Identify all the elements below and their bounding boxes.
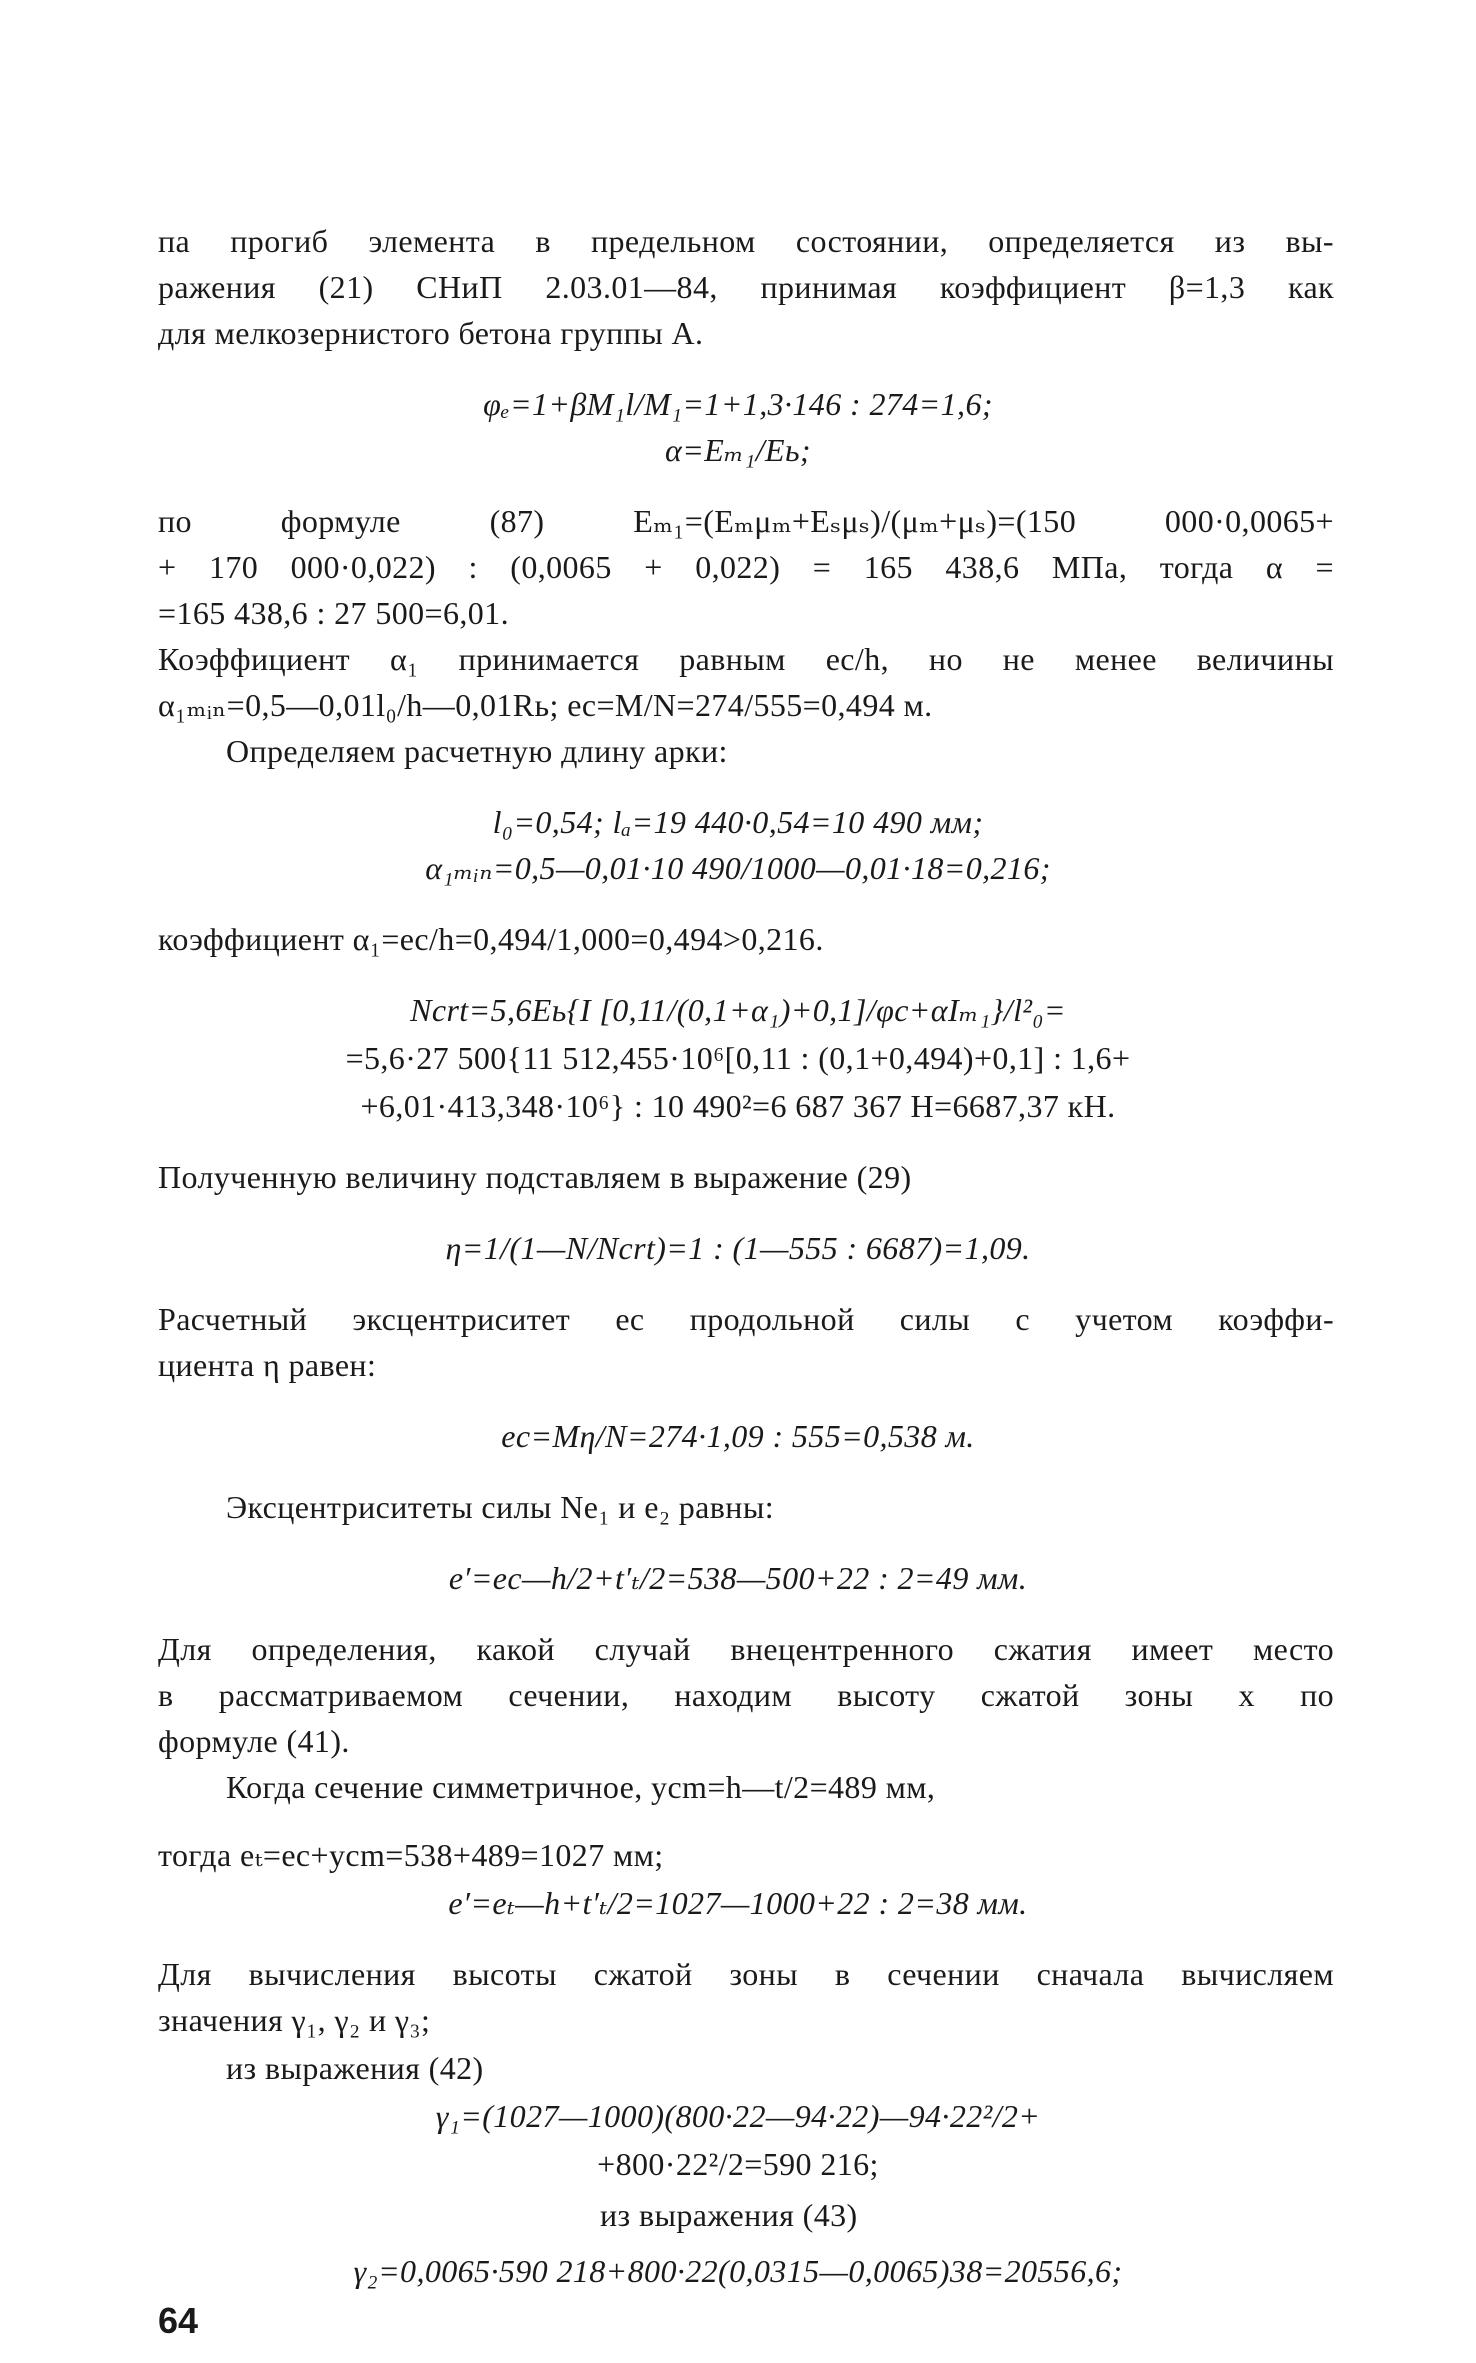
formula-line: eс=Mη/N=274·1,09 : 555=0,538 м. (501, 1418, 975, 1454)
text-line: Эксцентриситеты силы Ne₁ и e₂ равны: (226, 1489, 775, 1525)
formula-line: Ncrt=5,6Eь{I [0,11/(0,1+α₁)+0,1]/φс+αIₘ₁}/l²₀= (410, 992, 1066, 1028)
text-line: в рассматриваемом сечении, находим высоту сжатой зоны x по (158, 1677, 1334, 1713)
text-line: ражения (21) СНиП 2.03.01—84, принимая коэффициент β=1,3 как (158, 269, 1334, 305)
formula-line: γ₂=0,0065·590 218+800·22(0,0315—0,0065)38=20556,6; (353, 2253, 1123, 2289)
text-line: циента η равен: (158, 1347, 377, 1383)
text-line: по формуле (87) Eₘ₁=(Eₘμₘ+Eₛμₛ)/(μₘ+μₛ)=(150 000·0,0065+ (158, 503, 1334, 539)
text-line: α₁ₘᵢₙ=0,5—0,01l₀/h—0,01Rь; eс=M/N=274/555=0,494 м. (158, 687, 933, 723)
text-line: =165 438,6 : 27 500=6,01. (158, 595, 509, 631)
text-line: Для определения, какой случай внецентренного сжатия имеет место (158, 1631, 1334, 1667)
formula-line: +800·22²/2=590 216; (597, 2146, 879, 2182)
text-line: для мелкозернистого бетона группы А. (158, 315, 704, 351)
formula-line: γ₁=(1027—1000)(800·22—94·22)—94·22²/2+ (435, 2098, 1041, 2134)
text-line: Для вычисления высоты сжатой зоны в сечении сначала вычисляем (158, 1956, 1334, 1992)
text-line: Полученную величину подставляем в выражение (29) (158, 1159, 912, 1195)
page-number: 64 (158, 2300, 199, 2341)
formula-line: α=Eₘ₁/Eь; (665, 432, 811, 468)
formula-line: e′=eₜ—h+t′ₜ/2=1027—1000+22 : 2=38 мм. (448, 1885, 1028, 1921)
text-line: Расчетный эксцентриситет eс продольной силы с учетом коэффи- (158, 1301, 1334, 1337)
text-line: Когда сечение симметричное, yсm=h—t/2=489 мм, (226, 1769, 936, 1805)
formula-line: =5,6·27 500{11 512,455·10⁶[0,11 : (0,1+0,494)+0,1] : 1,6+ (345, 1040, 1131, 1076)
formula-line: φₑ=1+βM₁l/M₁=1+1,3·146 : 274=1,6; (483, 386, 993, 422)
text-line: формуле (41). (158, 1723, 350, 1759)
text-line: из выражения (42) (226, 2050, 484, 2086)
text-line: Коэффициент α₁ принимается равным eс/h, но не менее величины (158, 641, 1334, 677)
text-line: Определяем расчетную длину арки: (226, 733, 728, 769)
text-line: па прогиб элемента в предельном состоянии, определяется из вы- (158, 223, 1334, 259)
text-line: коэффициент α₁=eс/h=0,494/1,000=0,494>0,216. (158, 921, 824, 957)
text-line: тогда eₜ=eс+yсm=538+489=1027 мм; (158, 1837, 664, 1873)
formula-line: e′=eс—h/2+t′ₜ/2=538—500+22 : 2=49 мм. (448, 1560, 1028, 1596)
text-line: из выражения (43) (600, 2197, 858, 2233)
text-line: + 170 000·0,022) : (0,0065 + 0,022) = 165 438,6 МПа, тогда α = (158, 549, 1334, 585)
formula-line: l₀=0,54; lₐ=19 440·0,54=10 490 мм; (492, 804, 984, 840)
text-line: значения γ₁, γ₂ и γ₃; (158, 2002, 431, 2038)
formula-line: η=1/(1—N/Ncrt)=1 : (1—555 : 6687)=1,09. (445, 1230, 1031, 1266)
formula-line: α₁ₘᵢₙ=0,5—0,01·10 490/1000—0,01·18=0,216; (425, 850, 1051, 886)
formula-line: +6,01·413,348·10⁶} : 10 490²=6 687 367 Н=6687,37 кН. (360, 1088, 1116, 1124)
